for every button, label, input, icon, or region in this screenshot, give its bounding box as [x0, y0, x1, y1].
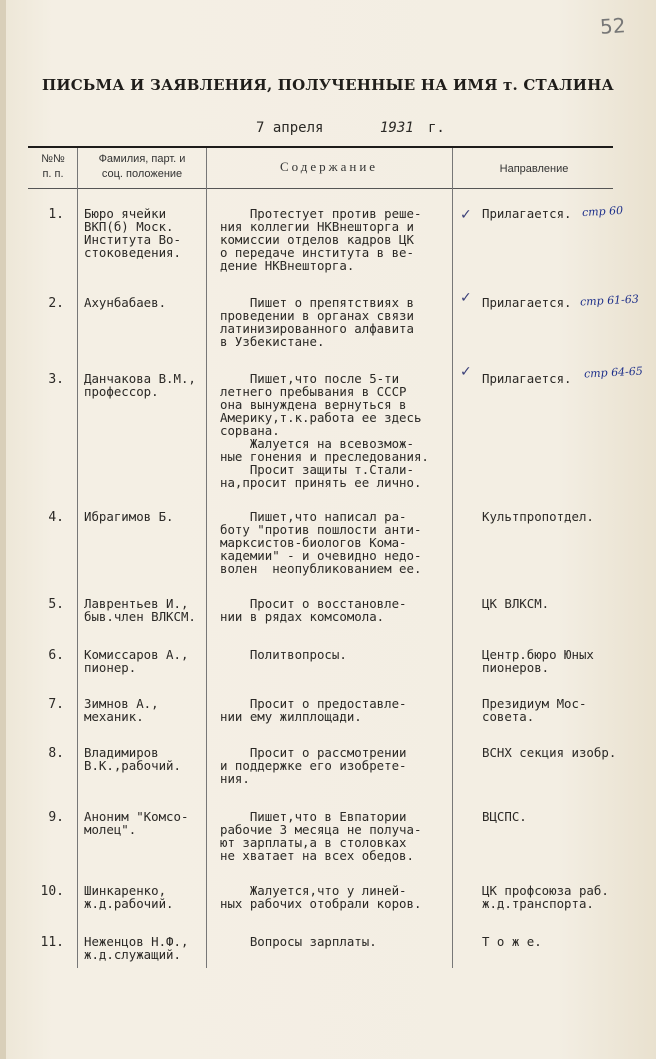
row-number: 8. [48, 746, 64, 761]
row-name: Ахунбабаев. [84, 295, 167, 310]
header-content: Содержание [279, 159, 379, 174]
row-number: 2. [48, 296, 64, 311]
row-number: 3. [48, 372, 64, 387]
row-number: 11. [40, 935, 64, 950]
date-day-month: 7 апреля [256, 120, 324, 136]
table-top-rule [28, 146, 613, 148]
row-name: Лаврентьев И., быв.член ВЛКСМ. [84, 596, 196, 624]
column-divider [206, 148, 207, 968]
row-direction: Центр.бюро Юных пионеров. [482, 647, 594, 675]
row-direction: Т о ж е. [482, 934, 542, 949]
row-direction: Культпропотдел. [482, 509, 594, 524]
row-name: Владимиров В.К.,рабочий. [84, 745, 181, 773]
row-content: Пишет,что в Евпатории рабочие 3 месяца не получа- ют зарплаты,а в столовках не хватает на всех обедов. [220, 809, 422, 863]
row-content: Пишет о препятствиях в проведении в органах связи латинизированного алфавита в Узбекистане. [220, 295, 414, 349]
row-number: 4. [48, 510, 64, 525]
row-name: Ибрагимов Б. [84, 509, 174, 524]
row-content: Вопросы зарплаты. [220, 934, 377, 949]
row-content: Политвопросы. [220, 647, 347, 662]
row-number: 10. [40, 884, 64, 899]
check-mark: ✓ [460, 364, 472, 380]
document-date [256, 120, 445, 136]
row-content: Пишет,что после 5-ти летнего пребывания в СССР она вынуждена вернуться в Америку,т.к.работа ее здесь сорвана. Жалуется на всевозмож- ные гонения и преследования. Просит защиты т.Стали- на,просит принять ее лично. [220, 371, 429, 490]
document-title: ПИСЬМА И ЗАЯВЛЕНИЯ, ПОЛУЧЕННЫЕ НА ИМЯ т. СТАЛИНА [42, 76, 614, 94]
row-content: Просит о предоставле- нии ему жилплощади. [220, 696, 407, 724]
row-number: 9. [48, 810, 64, 825]
row-content: Просит о восстановле- нии в рядах комсомола. [220, 596, 407, 624]
row-direction: ВСНХ секция изобр. [482, 745, 617, 760]
header-num: №№ п. п. [41, 153, 65, 180]
row-number: 1. [48, 207, 64, 222]
column-divider [77, 148, 78, 968]
row-content: Протестует против реше- ния коллегии НКВнешторга и комиссии отделов кадров ЦК о передаче института в ве- дение НКВнешторга. [220, 206, 422, 273]
row-direction: ВЦСПС. [482, 809, 527, 824]
row-name: Бюро ячейки ВКП(б) Моск. Института Во- стоковедения. [84, 206, 181, 260]
date-suffix: г. [428, 120, 445, 136]
page-edge [0, 0, 6, 1059]
check-mark: ✓ [460, 207, 472, 223]
row-name: Зимнов А., механик. [84, 696, 159, 724]
row-number: 7. [48, 697, 64, 712]
row-direction: Прилагается. [482, 206, 572, 221]
check-mark: ✓ [460, 290, 472, 306]
row-content: Жалуется,что у линей- ных рабочих отобрали коров. [220, 883, 422, 911]
row-number: 6. [48, 648, 64, 663]
header-direction: Направление [499, 163, 569, 175]
table-header-rule [28, 188, 613, 189]
row-direction: Прилагается. [482, 295, 572, 310]
row-direction: ЦК профсоюза раб. ж.д.транспорта. [482, 883, 609, 911]
handwritten-note: стр 60 [581, 203, 624, 220]
handwritten-note: стр 64-65 [583, 364, 644, 381]
row-name: Комиссаров А., пионер. [84, 647, 189, 675]
row-direction: ЦК ВЛКСМ. [482, 596, 550, 611]
handwritten-note: стр 61-63 [579, 292, 640, 309]
row-name: Аноним "Комсо- молец". [84, 809, 189, 837]
row-name: Неженцов Н.Ф., ж.д.служащий. [84, 934, 189, 962]
row-content: Просит о рассмотрении и поддержке его изобрете- ния. [220, 745, 407, 786]
row-content: Пишет,что написал ра- боту "против пошлости анти- марксистов-биологов Кома- кадемии" - и очевидно недо- волен неопубликованием ее. [220, 509, 422, 576]
row-number: 5. [48, 597, 64, 612]
row-name: Данчакова В.М., профессор. [84, 371, 196, 399]
row-direction: Президиум Мос- совета. [482, 696, 587, 724]
row-name: Шинкаренко, ж.д.рабочий. [84, 883, 174, 911]
header-name: Фамилия, парт. и соц. положение [98, 153, 186, 180]
date-year: 1931 [380, 120, 414, 136]
page-number: 52 [599, 13, 627, 39]
row-direction: Прилагается. [482, 371, 572, 386]
